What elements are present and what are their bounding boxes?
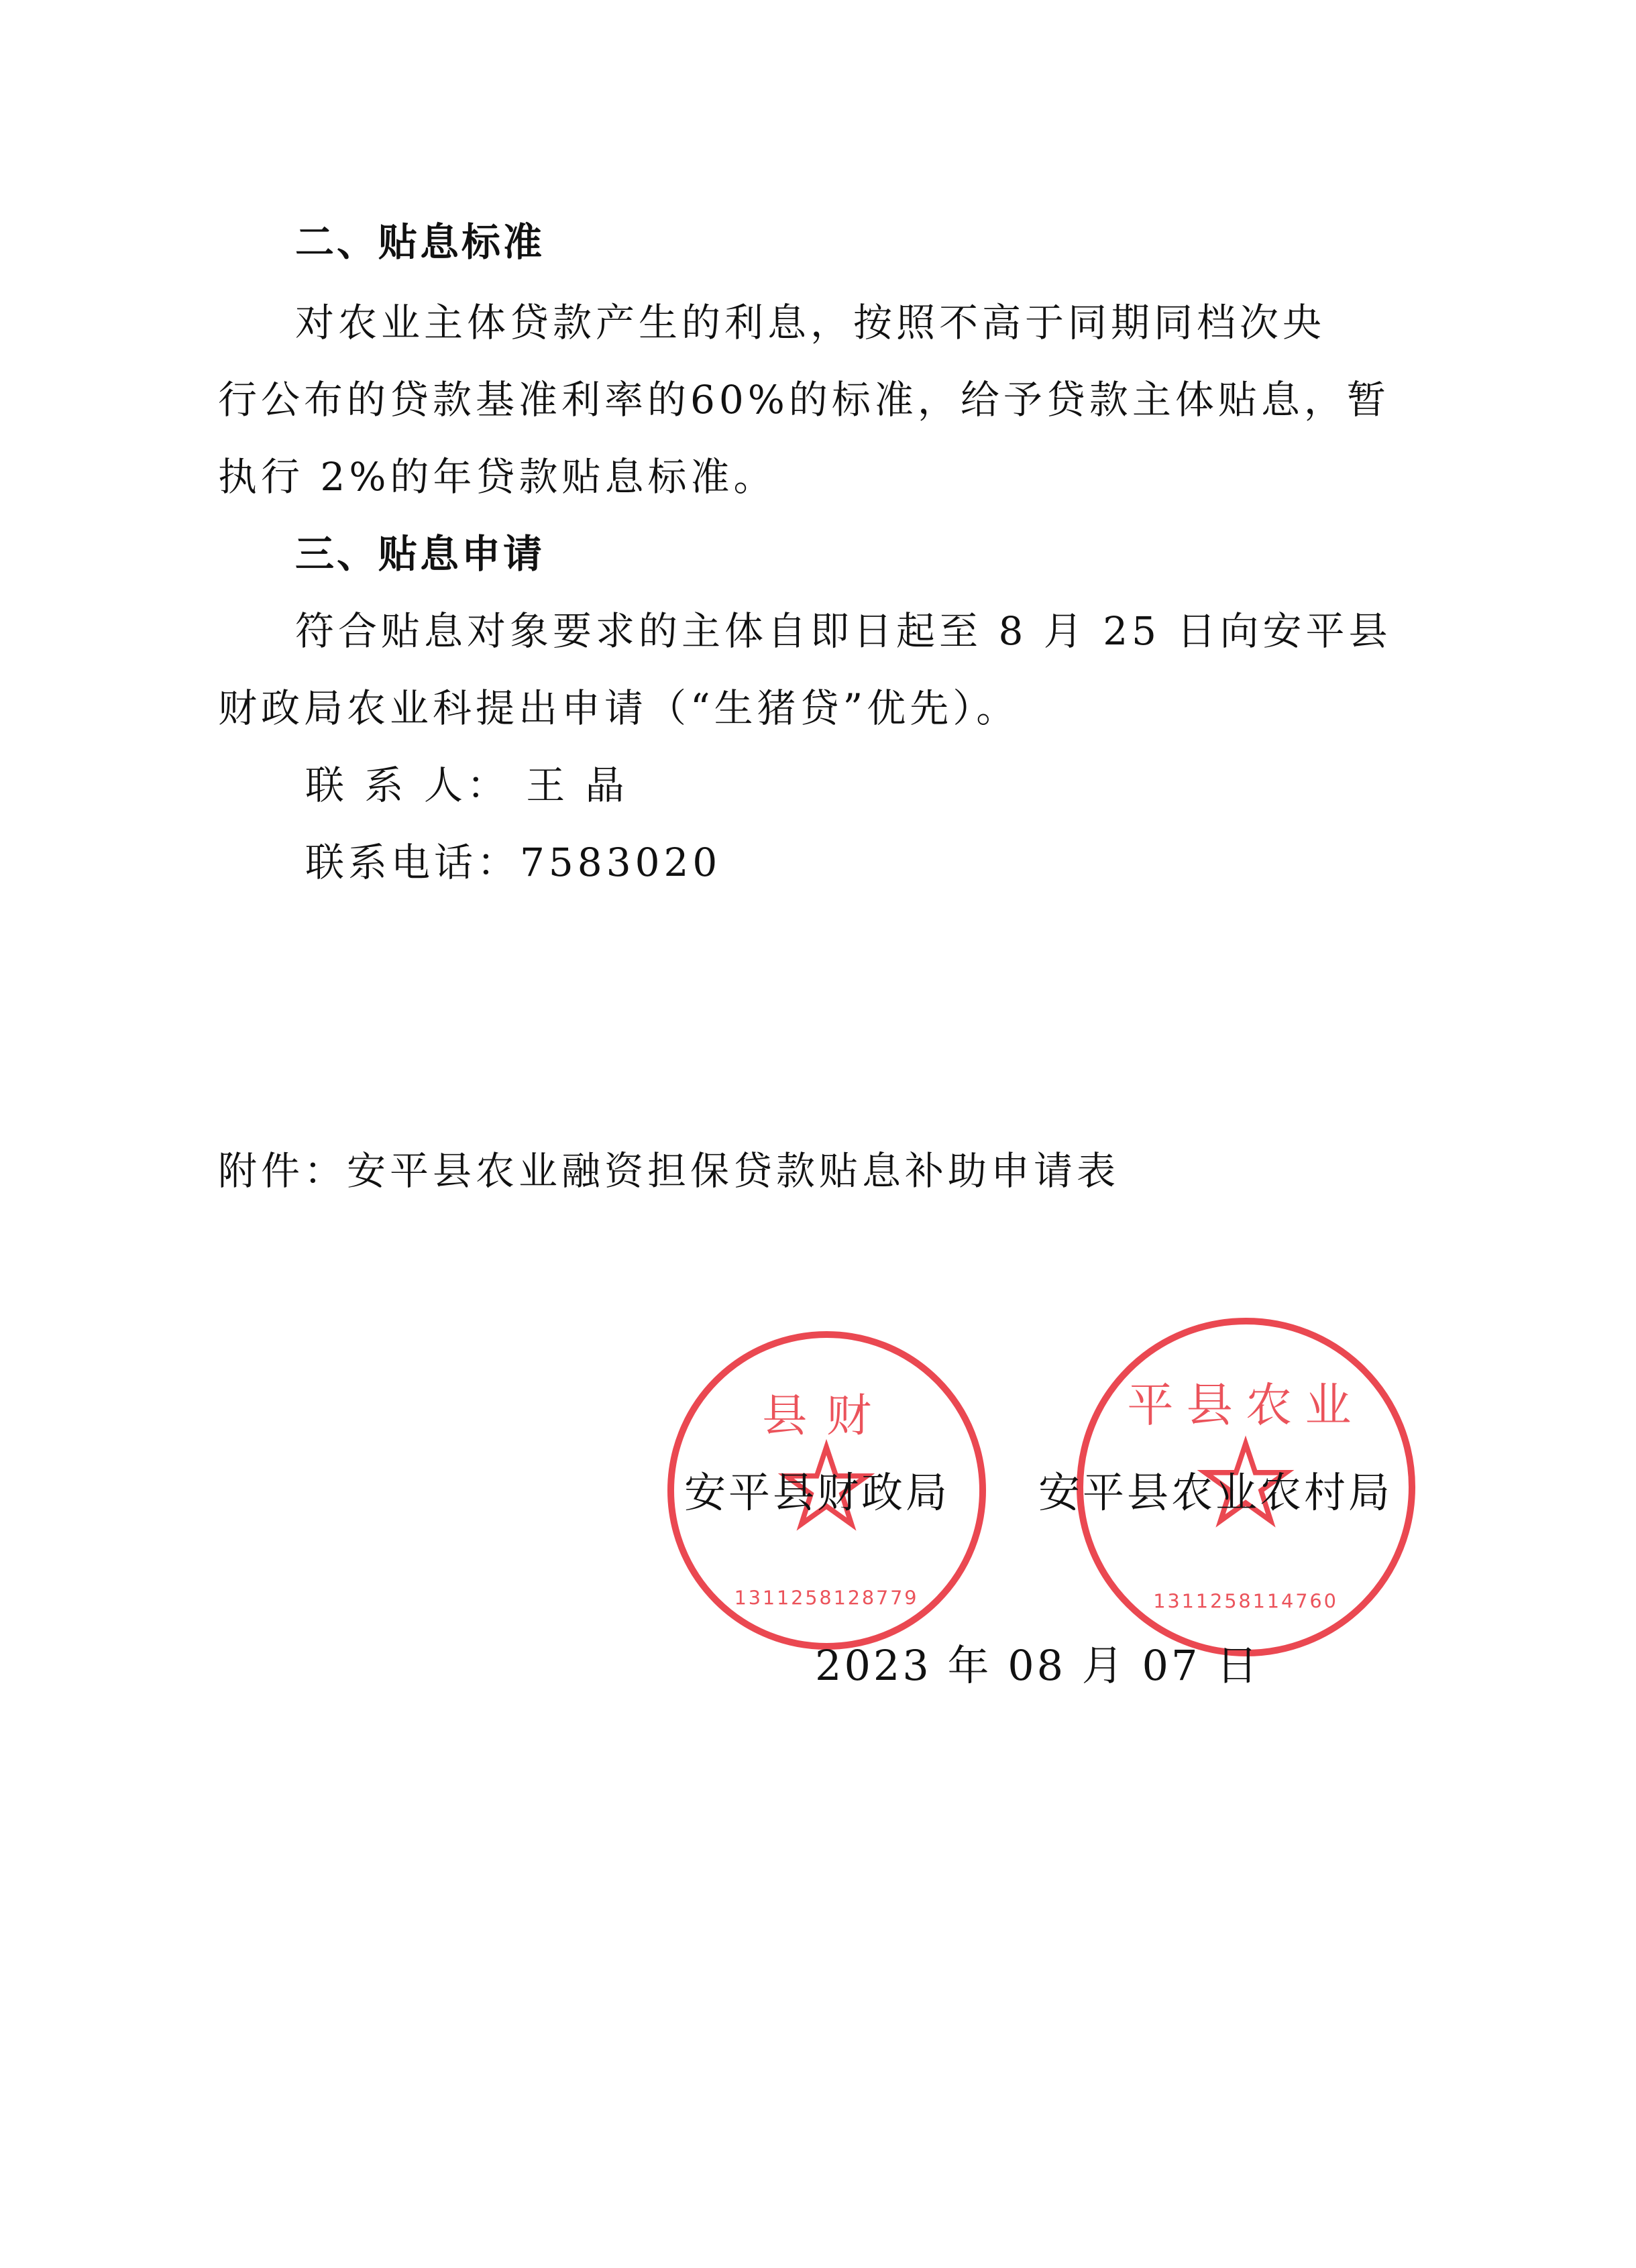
paragraph-line: 对农业主体贷款产生的利息，按照不高于同期同档次央: [295, 300, 1326, 345]
svg-text:县财: 县财: [762, 1389, 891, 1442]
contact-phone: 联系电话：7583020: [305, 840, 722, 885]
section-heading-standard: 二、贴息标准: [295, 219, 545, 265]
contact-person: 联 系 人： 王 晶: [305, 762, 629, 808]
svg-text:1311258114760: 1311258114760: [1153, 1589, 1338, 1613]
signature-agriculture-bureau: 安平县农业农村局: [1038, 1468, 1393, 1517]
section-heading-application: 三、贴息申请: [295, 531, 545, 577]
paragraph-line: 符合贴息对象要求的主体自即日起至 8 月 25 日向安平县: [295, 608, 1392, 654]
paragraph-line: 执行 2%的年贷款贴息标准。: [218, 454, 777, 500]
attachment-line: 附件：安平县农业融资担保贷款贴息补助申请表: [218, 1148, 1120, 1194]
paragraph-line: 行公布的贷款基准利率的60%的标准，给予贷款主体贴息，暂: [218, 377, 1390, 422]
document-date: 2023 年 08 月 07 日: [815, 1641, 1261, 1690]
svg-text:平县农业: 平县农业: [1127, 1379, 1364, 1433]
signature-finance-bureau: 安平县财政局: [684, 1468, 950, 1517]
svg-text:1311258128779: 1311258128779: [734, 1586, 919, 1609]
paragraph-line: 财政局农业科提出申请（“生猪贷”优先）。: [218, 685, 1020, 731]
